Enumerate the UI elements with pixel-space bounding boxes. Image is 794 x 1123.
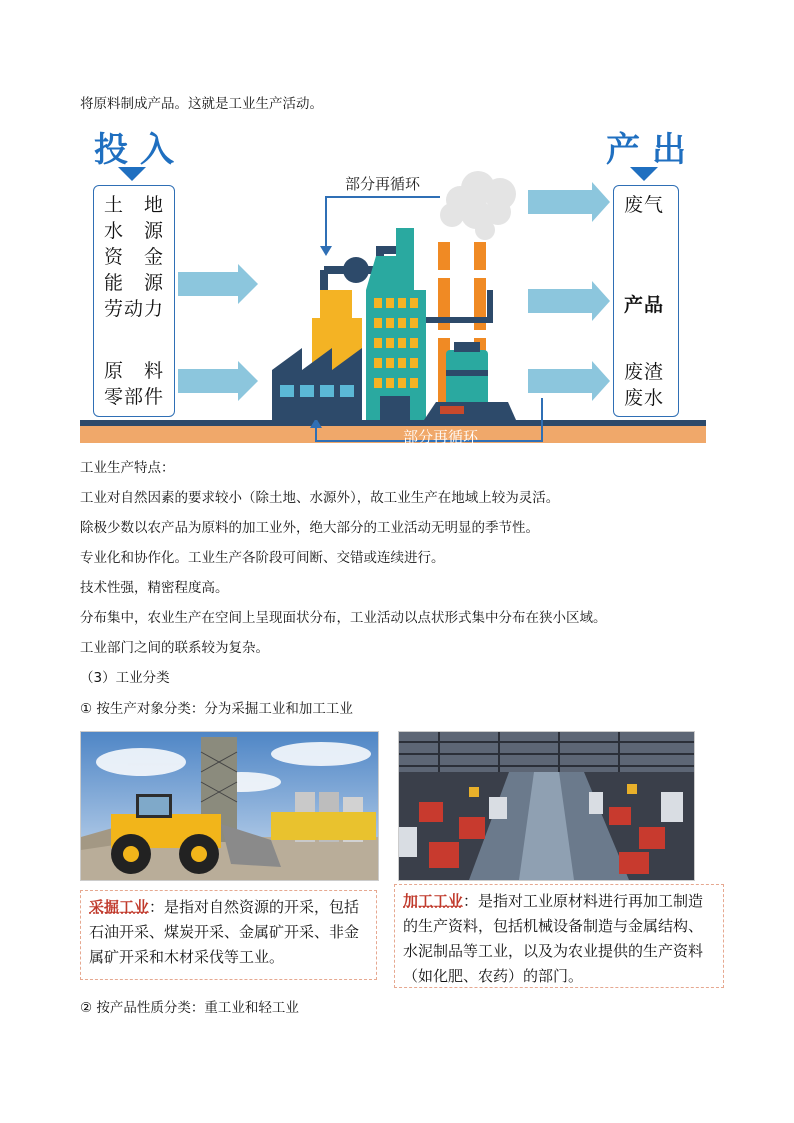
input-item: 水 源 [104, 220, 165, 242]
output-product: 产品 [624, 294, 665, 316]
mining-photo [80, 731, 379, 881]
mining-description [80, 890, 377, 980]
feature-item: 专业化和协作化。工业生产各阶段可间断、交错或连续进行。 [80, 550, 445, 566]
feature-item: 除极少数以农产品为原料的加工业外，绝大部分的工业活动无明显的季节性。 [80, 520, 539, 536]
processing-photo [398, 731, 695, 881]
mining-keyword: 采掘工业 [89, 898, 150, 916]
features-heading: 工业生产特点： [80, 460, 175, 476]
input-item: 能 源 [104, 272, 165, 294]
output-title: 产出 [606, 130, 698, 170]
feature-item: 分布集中，农业生产在空间上呈现面状分布，工业活动以点状形式集中分布在狭小区域。 [80, 610, 607, 626]
input-item: 土 地 [104, 194, 165, 216]
factory-illustration [80, 170, 706, 445]
processing-text: ：是指对工业原材料进行再加工制造的生产资料，包括机械设备制造与金属结构、水泥制品等工业，以及为农业提供的生产资料（如化肥、农药）的部门。 [403, 892, 704, 985]
processing-description [394, 884, 724, 988]
output-waste: 废水 [624, 387, 665, 409]
classification-by-object: ① 按生产对象分类：分为采掘工业和加工工业 [80, 701, 353, 717]
recycle-label-top: 部分再循环 [345, 175, 421, 193]
output-exhaust: 废气 [624, 194, 665, 216]
recycle-label-bottom: 部分再循环 [403, 428, 479, 446]
classification-by-nature: ② 按产品性质分类：重工业和轻工业 [80, 1000, 299, 1016]
classification-heading: （3）工业分类 [80, 670, 170, 686]
feature-item: 技术性强，精密程度高。 [80, 580, 229, 596]
input-item: 劳动力 [104, 298, 165, 320]
feature-item: 工业部门之间的联系较为复杂。 [80, 640, 269, 656]
input-title: 投入 [94, 130, 186, 170]
intro-text: 将原料制成产品。这就是工业生产活动。 [80, 96, 323, 112]
processing-keyword: 加工工业 [403, 892, 464, 910]
input-item: 零部件 [104, 386, 165, 408]
feature-item: 工业对自然因素的要求较小（除土地、水源外），故工业生产在地域上较为灵活。 [80, 490, 560, 506]
input-item: 原 料 [104, 360, 165, 382]
mining-text: ：是指对自然资源的开采，包括石油开采、煤炭开采、金属矿开采、非金属矿开采和木材采伐等工业。 [89, 898, 360, 966]
input-item: 资 金 [104, 246, 165, 268]
output-waste: 废渣 [624, 361, 665, 383]
